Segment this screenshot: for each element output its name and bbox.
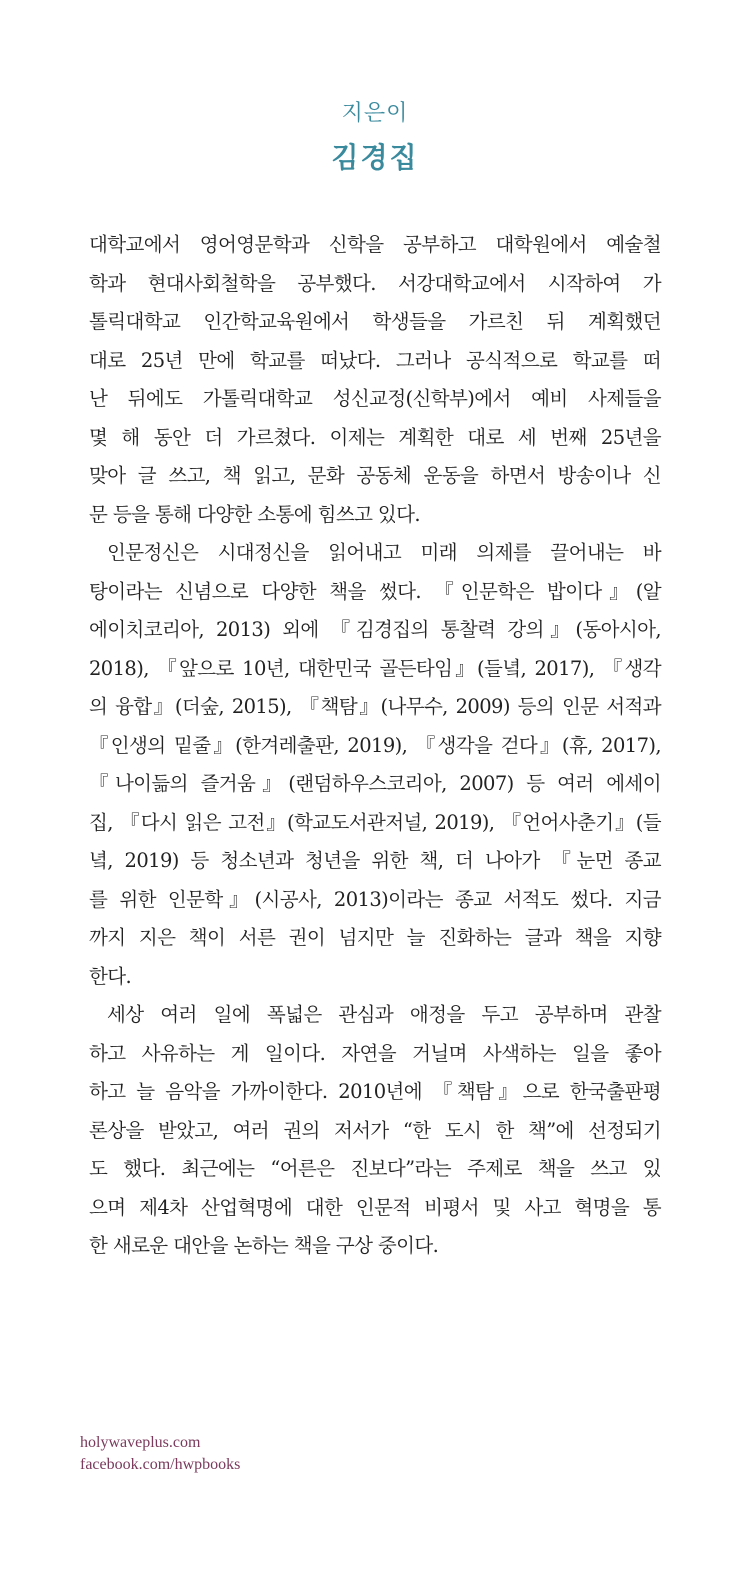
bio-line: 톨릭대학교 인간학교육원에서 학생들을 가르친 뒤 계획했던 bbox=[89, 310, 661, 333]
bio-line: 론상을 받았고, 여러 권의 저서가 “한 도시 한 책”에 선정되기 bbox=[89, 1118, 661, 1142]
publisher-links bbox=[80, 1432, 240, 1476]
bio-line: 대로 25년 만에 학교를 떠났다. 그러나 공식적으로 학교를 떠 bbox=[89, 348, 661, 372]
bio-line: 학과 현대사회철학을 공부했다. 서강대학교에서 시작하여 가 bbox=[89, 271, 661, 295]
bio-line: 대학교에서 영어영문학과 신학을 공부하고 대학원에서 예술철 bbox=[89, 233, 661, 256]
bio-line: 맞아 글 쓰고, 책 읽고, 문화 공동체 운동을 하면서 방송이나 신 bbox=[89, 464, 661, 487]
bio-line: 하고 늘 음악을 가까이한다. 2010년에 『책탐』으로 한국출판평 bbox=[89, 1080, 661, 1103]
bio-line: 으며 제4차 산업혁명에 대한 인문적 비평서 및 사고 혁명을 통 bbox=[89, 1195, 661, 1219]
bio-line: 『나이듦의 즐거움』(랜덤하우스코리아, 2007) 등 여러 에세이 bbox=[89, 772, 661, 795]
bio-line: 도 했다. 최근에는 “어른은 진보다”라는 주제로 책을 쓰고 있 bbox=[89, 1157, 661, 1180]
bio-line: 집, 『다시 읽은 고전』(학교도서관저널, 2019), 『언어사춘기』(들 bbox=[89, 810, 661, 834]
bio-line: 난 뒤에도 가톨릭대학교 성신교정(신학부)에서 예비 사제들을 bbox=[89, 387, 661, 410]
bio-line: 까지 지은 책이 서른 권이 넘지만 늘 진화하는 글과 책을 지향 bbox=[89, 926, 661, 949]
bio-line: 녘, 2019) 등 청소년과 청년을 위한 책, 더 나아가 『눈먼 종교 bbox=[89, 849, 661, 872]
bio-line: 한다. bbox=[89, 964, 132, 988]
bio-line: 탕이라는 신념으로 다양한 책을 썼다. 『인문학은 밥이다』(알 bbox=[89, 579, 661, 603]
bio-line: 세상 여러 일에 폭넓은 관심과 애정을 두고 공부하며 관찰 bbox=[107, 1003, 661, 1026]
bio-line: 문 등을 통해 다양한 소통에 힘쓰고 있다. bbox=[89, 502, 420, 526]
bio-line: 를 위한 인문학』(시공사, 2013)이라는 종교 서적도 썼다. 지금 bbox=[89, 887, 661, 911]
author-label: 지은이 bbox=[341, 101, 409, 126]
website-link[interactable]: holywaveplus.com bbox=[80, 1434, 201, 1451]
author-name: 김경집 bbox=[331, 141, 419, 174]
facebook-link[interactable]: facebook.com/hwpbooks bbox=[80, 1456, 241, 1473]
author-bio bbox=[89, 226, 661, 1266]
bio-line: 2018), 『앞으로 10년, 대한민국 골든타임』(들녘, 2017), 『생각 bbox=[89, 656, 661, 680]
bio-line: 의 융합』(더숲, 2015), 『책탐』(나무수, 2009) 등의 인문 서적과 bbox=[89, 695, 661, 718]
bio-line: 몇 해 동안 더 가르쳤다. 이제는 계획한 대로 세 번째 25년을 bbox=[89, 425, 661, 449]
bio-line: 인문정신은 시대정신을 읽어내고 미래 의제를 끌어내는 바 bbox=[107, 541, 661, 564]
bio-line: 하고 사유하는 게 일이다. 자연을 거닐며 사색하는 일을 좋아 bbox=[89, 1041, 661, 1065]
bio-line: 한 새로운 대안을 논하는 책을 구상 중이다. bbox=[89, 1234, 439, 1257]
bio-line: 『인생의 밑줄』(한겨레출판, 2019), 『생각을 걷다』(휴, 2017), bbox=[89, 733, 661, 757]
bio-line: 에이치코리아, 2013) 외에 『김경집의 통찰력 강의』(동아시아, bbox=[89, 618, 661, 641]
